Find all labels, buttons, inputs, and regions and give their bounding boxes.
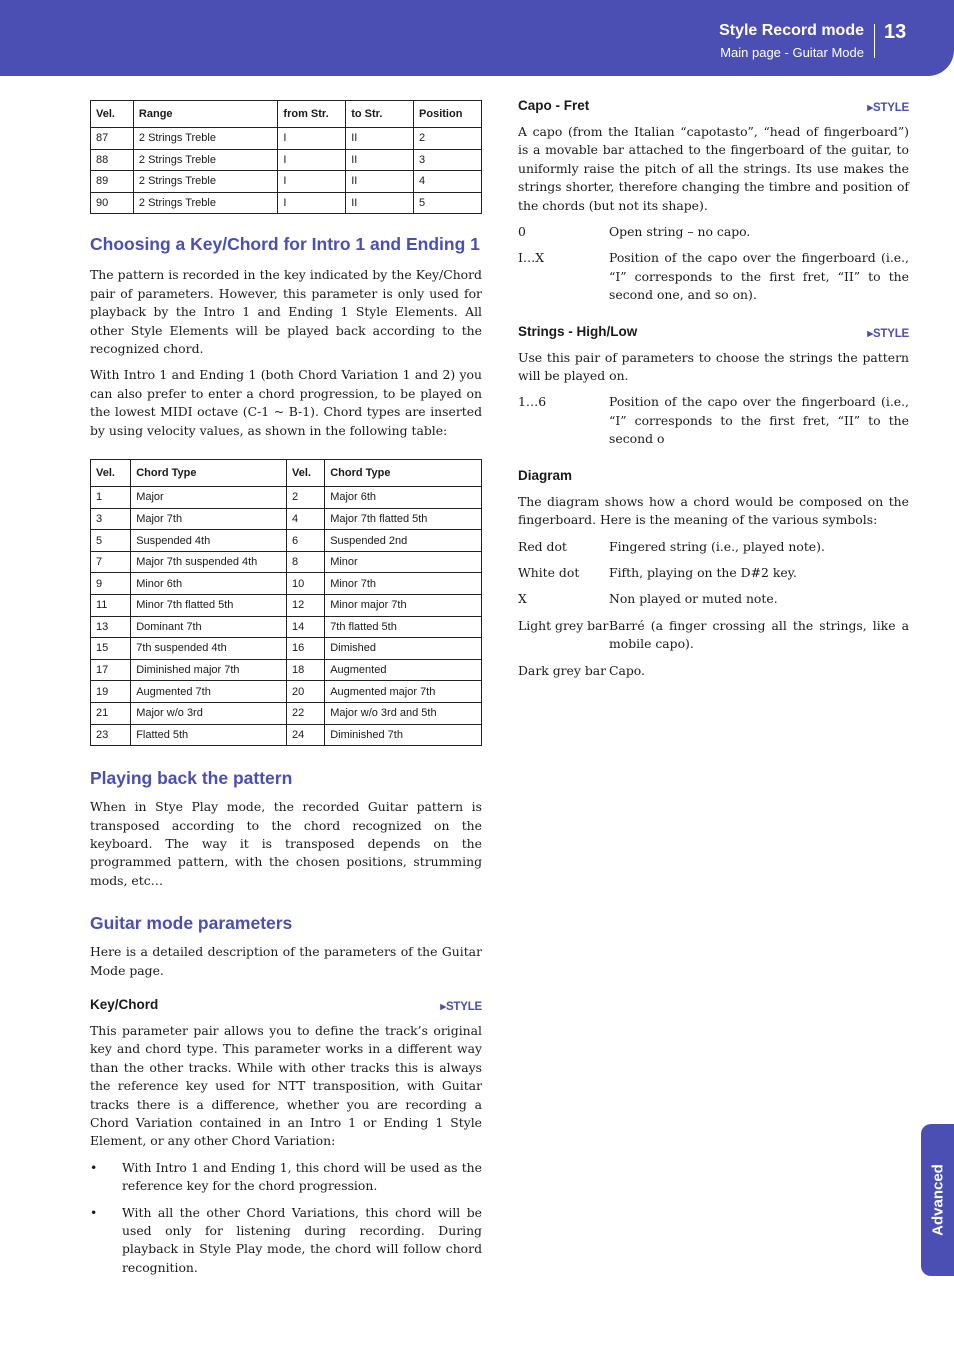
table-cell: 2 Strings Treble bbox=[133, 171, 277, 193]
style-tag-text: STYLE bbox=[445, 1001, 482, 1013]
definition-row bbox=[518, 223, 909, 241]
running-head-title: Style Record mode bbox=[719, 22, 864, 39]
table-row bbox=[91, 192, 482, 214]
table-row bbox=[91, 702, 482, 724]
table-cell: Suspended 4th bbox=[131, 530, 287, 552]
table-cell: 2 bbox=[414, 128, 482, 150]
key-chord-paragraph: This parameter pair allows you to define the track’s original key and chord type. This parameter works in a different way than the other tracks. While with other tracks this is always the reference key used for NTT transposition, with Guitar tracks there is a difference, whether you are recording a Chord Variation contained in an Intro 1 or Ending 1 Style Element, or any other Chord Variation: bbox=[90, 1023, 482, 1149]
col-header: Vel. bbox=[91, 101, 134, 128]
table-row bbox=[91, 508, 482, 530]
table-cell: 2 Strings Treble bbox=[133, 149, 277, 171]
table-cell: I bbox=[278, 171, 346, 193]
list-item: • With Intro 1 and Ending 1, this chord will be used as the reference key for the chord progression. bbox=[90, 1159, 482, 1196]
table-cell: Augmented 7th bbox=[131, 681, 287, 703]
definition-desc: Position of the capo over the fingerboard (i.e., “I” corresponds to the first fret, “II” to the second o bbox=[609, 394, 909, 447]
left-column bbox=[90, 100, 482, 1277]
style-tag-text: STYLE bbox=[872, 102, 909, 114]
chord-type-table bbox=[90, 459, 482, 746]
table-cell: 18 bbox=[287, 659, 325, 681]
param-title-strings bbox=[518, 323, 909, 341]
definition-desc: Open string – no capo. bbox=[609, 224, 751, 240]
running-head-subtitle: Main page - Guitar Mode bbox=[720, 45, 864, 60]
table-cell: 23 bbox=[91, 724, 131, 746]
definition-desc: Non played or muted note. bbox=[609, 591, 778, 607]
key-chord-bullets bbox=[90, 1159, 482, 1277]
table-cell: 3 bbox=[414, 149, 482, 171]
table-header-row bbox=[91, 101, 482, 128]
table-row bbox=[91, 487, 482, 509]
table-cell: 1 bbox=[91, 487, 131, 509]
table-cell: 9 bbox=[91, 573, 131, 595]
params-paragraph: Here is a detailed description of the parameters of the Guitar Mode page. bbox=[90, 944, 482, 978]
table-cell: 19 bbox=[91, 681, 131, 703]
table-cell: 4 bbox=[287, 508, 325, 530]
table-cell: Augmented bbox=[325, 659, 482, 681]
table-cell: 90 bbox=[91, 192, 134, 214]
table-cell: Major w/o 3rd and 5th bbox=[325, 702, 482, 724]
definition-term: White dot bbox=[518, 564, 580, 580]
table-cell: 21 bbox=[91, 702, 131, 724]
table-cell: Minor 7th bbox=[325, 573, 482, 595]
table-cell: 88 bbox=[91, 149, 134, 171]
table-cell: 3 bbox=[91, 508, 131, 530]
table-cell: Minor major 7th bbox=[325, 595, 482, 617]
col-header: from Str. bbox=[278, 101, 346, 128]
table-cell: Minor bbox=[325, 551, 482, 573]
intro-paragraph-1: The pattern is recorded in the key indicated by the Key/Chord pair of parameters. However, this parameter is only used for playback by the Intro 1 and Ending 1 Style Elements. All other Style Elements will be played back according to the recognized chord. bbox=[90, 267, 482, 356]
table-cell: 24 bbox=[287, 724, 325, 746]
table-cell: 17 bbox=[91, 659, 131, 681]
table-cell: II bbox=[346, 171, 414, 193]
table-cell: II bbox=[346, 128, 414, 150]
table-row bbox=[91, 573, 482, 595]
table-cell: Major 7th bbox=[131, 508, 287, 530]
col-header: Position bbox=[414, 101, 482, 128]
table-header-row bbox=[91, 460, 482, 487]
position-table bbox=[90, 100, 482, 214]
definition-term: I…X bbox=[518, 250, 545, 266]
table-row bbox=[91, 128, 482, 150]
table-cell: 10 bbox=[287, 573, 325, 595]
table-cell: Flatted 5th bbox=[131, 724, 287, 746]
definition-row bbox=[518, 249, 909, 304]
table-cell: Major 7th flatted 5th bbox=[325, 508, 482, 530]
section-tab-advanced bbox=[921, 1124, 954, 1276]
col-header: Vel. bbox=[91, 460, 131, 487]
col-header: Range bbox=[133, 101, 277, 128]
param-title-diagram bbox=[518, 467, 909, 485]
table-cell: Augmented major 7th bbox=[325, 681, 482, 703]
diagram-symbols bbox=[518, 538, 909, 680]
table-cell: I bbox=[278, 149, 346, 171]
definition-row bbox=[518, 564, 909, 582]
section-heading-params: Guitar mode parameters bbox=[90, 913, 293, 934]
table-cell: 5 bbox=[414, 192, 482, 214]
table-row bbox=[91, 616, 482, 638]
table-row bbox=[91, 171, 482, 193]
diagram-paragraph: The diagram shows how a chord would be composed on the fingerboard. Here is the meaning of the various symbols: bbox=[518, 493, 909, 528]
table-cell: 4 bbox=[414, 171, 482, 193]
definition-row bbox=[518, 662, 909, 680]
definition-term: 0 bbox=[518, 224, 526, 240]
strings-paragraph: Use this pair of parameters to choose the strings the pattern will be played on. bbox=[518, 349, 909, 384]
table-row bbox=[91, 551, 482, 573]
col-header: Chord Type bbox=[131, 460, 287, 487]
table-cell: 6 bbox=[287, 530, 325, 552]
header-band bbox=[0, 0, 954, 76]
definition-term: Light grey bar bbox=[518, 617, 609, 633]
capo-paragraph: A capo (from the Italian “capotasto”, “head of fingerboard”) is a movable bar attached to the fingerboard of the guitar, to uniformly raise the pitch of all the strings. Its use makes the strings shorter, therefore changing the timbre and position of the chords (but not its shape). bbox=[518, 124, 909, 213]
capo-values bbox=[518, 223, 909, 305]
table-cell: 7 bbox=[91, 551, 131, 573]
table-cell: 22 bbox=[287, 702, 325, 724]
triangle-right-icon: ▸ bbox=[867, 327, 873, 340]
table-cell: Diminished 7th bbox=[325, 724, 482, 746]
table-cell: 8 bbox=[287, 551, 325, 573]
section-tab-label: Advanced bbox=[929, 1164, 946, 1236]
table-cell: II bbox=[346, 192, 414, 214]
style-tag bbox=[440, 998, 482, 1016]
playback-paragraph: When in Stye Play mode, the recorded Guitar pattern is transposed according to the chord recognized on the keyboard. The way it is transposed depends on the programmed pattern, with the chosen positions, strumming mods, etc… bbox=[90, 799, 482, 888]
table-row bbox=[91, 595, 482, 617]
style-tag bbox=[867, 325, 909, 343]
definition-row bbox=[518, 617, 909, 654]
table-cell: Major 6th bbox=[325, 487, 482, 509]
col-header: Chord Type bbox=[325, 460, 482, 487]
table-cell: I bbox=[278, 128, 346, 150]
table-cell: Minor 7th flatted 5th bbox=[131, 595, 287, 617]
table-cell: 15 bbox=[91, 638, 131, 660]
table-cell: Major bbox=[131, 487, 287, 509]
table-cell: 12 bbox=[287, 595, 325, 617]
definition-term: 1…6 bbox=[518, 394, 547, 410]
param-title-text: Strings - High/Low bbox=[518, 323, 638, 339]
table-cell: Dimished bbox=[325, 638, 482, 660]
param-title-text: Key/Chord bbox=[90, 997, 159, 1012]
table-cell: 7th flatted 5th bbox=[325, 616, 482, 638]
col-header: to Str. bbox=[346, 101, 414, 128]
table-cell: 2 Strings Treble bbox=[133, 192, 277, 214]
param-title-key-chord bbox=[90, 996, 482, 1014]
strings-values bbox=[518, 393, 909, 448]
style-tag bbox=[867, 99, 909, 117]
table-cell: Major 7th suspended 4th bbox=[131, 551, 287, 573]
table-cell: 89 bbox=[91, 171, 134, 193]
table-cell: 2 Strings Treble bbox=[133, 128, 277, 150]
table-row bbox=[91, 659, 482, 681]
table-cell: I bbox=[278, 192, 346, 214]
table-row bbox=[91, 681, 482, 703]
definition-row bbox=[518, 393, 909, 448]
definition-desc: Fifth, playing on the D#2 key. bbox=[609, 564, 797, 580]
table-cell: Major w/o 3rd bbox=[131, 702, 287, 724]
intro-paragraph-2: With Intro 1 and Ending 1 (both Chord Variation 1 and 2) you can also prefer to enter a chord progression, to be played on the lowest MIDI octave (C-1 ~ B-1). Chord types are inserted by using velocity values, as shown in the following table: bbox=[90, 367, 482, 438]
table-row bbox=[91, 149, 482, 171]
header-divider bbox=[874, 24, 875, 58]
table-cell: 87 bbox=[91, 128, 134, 150]
param-title-text: Capo - Fret bbox=[518, 98, 590, 113]
param-title-capo bbox=[518, 97, 909, 115]
section-heading-intro: Choosing a Key/Chord for Intro 1 and Ending 1 bbox=[90, 234, 480, 255]
col-header: Vel. bbox=[287, 460, 325, 487]
definition-term: X bbox=[518, 591, 527, 607]
definition-row bbox=[518, 590, 909, 608]
table-cell: 20 bbox=[287, 681, 325, 703]
table-row bbox=[91, 530, 482, 552]
definition-term: Dark grey bar bbox=[518, 662, 607, 678]
definition-term: Red dot bbox=[518, 538, 567, 554]
definition-desc: Barré (a finger crossing all the strings, like a mobile capo). bbox=[609, 617, 909, 652]
table-cell: Diminished major 7th bbox=[131, 659, 287, 681]
table-cell: 2 bbox=[287, 487, 325, 509]
list-item: • With all the other Chord Variations, this chord will be used only for listening during recording. During playback in Style Play mode, the chord will follow chord recognition. bbox=[90, 1204, 482, 1278]
table-row bbox=[91, 724, 482, 746]
table-cell: 14 bbox=[287, 616, 325, 638]
section-heading-playback: Playing back the pattern bbox=[90, 768, 293, 789]
table-row bbox=[91, 638, 482, 660]
definition-desc: Fingered string (i.e., played note). bbox=[609, 538, 825, 554]
table-cell: 7th suspended 4th bbox=[131, 638, 287, 660]
param-title-text: Diagram bbox=[518, 467, 573, 483]
table-cell: 11 bbox=[91, 595, 131, 617]
definition-desc: Position of the capo over the fingerboard (i.e., “I” corresponds to the first fret, “II” to the second one, and so on). bbox=[609, 250, 909, 303]
triangle-right-icon: ▸ bbox=[440, 1001, 446, 1013]
right-column bbox=[518, 97, 909, 680]
triangle-right-icon: ▸ bbox=[867, 102, 873, 114]
definition-desc: Capo. bbox=[609, 662, 645, 678]
table-cell: 16 bbox=[287, 638, 325, 660]
table-cell: Suspended 2nd bbox=[325, 530, 482, 552]
table-cell: Minor 6th bbox=[131, 573, 287, 595]
table-cell: 5 bbox=[91, 530, 131, 552]
table-cell: 13 bbox=[91, 616, 131, 638]
style-tag-text: STYLE bbox=[872, 327, 909, 340]
page-number: 13 bbox=[884, 21, 907, 43]
table-cell: Dominant 7th bbox=[131, 616, 287, 638]
table-cell: II bbox=[346, 149, 414, 171]
definition-row bbox=[518, 538, 909, 556]
